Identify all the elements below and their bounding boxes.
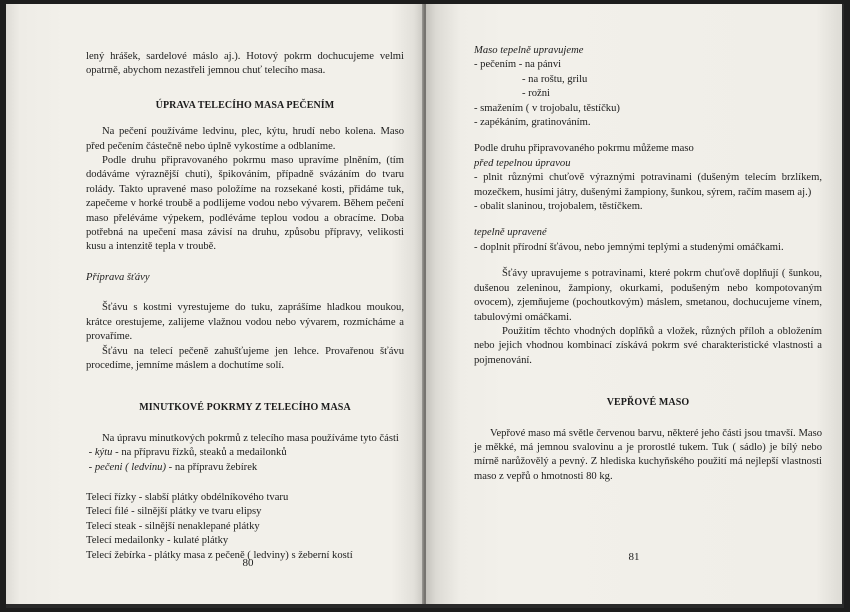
page-number-right: 81	[628, 551, 640, 563]
part-item: - pečeni ( ledvinu) - na přípravu žebírek	[86, 461, 258, 473]
stava-paragraph-2: Šťávu na telecí pečeně zahušťujeme jen lehce. Provařenou šťávu procedíme, jemníme máslem a dochutíme solí.	[86, 345, 404, 371]
tepelne-item: - doplnit přírodní šťávou, nebo jemnými teplými a studenými omáčkami.	[474, 241, 784, 253]
left-page	[6, 4, 424, 604]
subheading-priprava-stavy: Příprava šťávy	[86, 271, 150, 283]
heading-tepelne-upravene: tepelně upravené	[474, 227, 547, 239]
cut-item: Telecí steak - silnější nenaklepané plátky	[86, 520, 260, 532]
stavy-paragraph-1: Šťávy upravujeme s potravinami, které pokrm chuťově doplňují ( šunkou, dušenou zeleninou, žampiony, okurkami, podušeným nebo kompotovaným ovocem), zjemňujeme (pochoutkovým) máslem, smetanou, dochucujeme vínem, tabulovými omáčkami.	[474, 268, 822, 323]
method-item: - smažením ( v trojobalu, těstíčku)	[474, 102, 620, 114]
podle-druhu-line: Podle druhu připravovaného pokrmu můžeme maso	[474, 143, 694, 155]
part-desc: na přípravu žebírek	[174, 461, 258, 473]
section-heading-veprove: VEPŘOVÉ MASO	[606, 397, 690, 409]
left-page-text	[86, 50, 404, 563]
heading-maso-tepelne: Maso tepelně upravujeme	[474, 45, 584, 56]
method-item: - zapékáním, gratinováním.	[474, 117, 591, 129]
cut-item: Telecí žebírka - plátky masa z pečeně ( ledviny) s žeberní kostí	[86, 549, 353, 561]
section-heading-peceni: ÚPRAVA TELECÍHO MASA PEČENÍM	[155, 99, 335, 111]
method-item: - na roštu, grilu	[522, 73, 588, 85]
method-item: - pečením - na pánvi	[474, 59, 562, 71]
right-page	[426, 4, 842, 604]
peceni-paragraph-1: Na pečení používáme ledvinu, plec, kýtu, hrudí nebo kolena. Maso před pečením částečně nebo úplně vykostíme a odblaníme.	[86, 126, 404, 152]
method-item: - rožni	[522, 88, 550, 100]
part-item: - kýtu - na přípravu řízků, steaků a medailonků	[86, 447, 287, 459]
right-page-text	[474, 44, 822, 484]
veprove-paragraph: Vepřové maso má světle červenou barvu, některé jeho části jsou tmavší. Maso je měkké, má jemnou svalovinu a je prorostlé tukem. Tuk ( sádlo) je bílý nebo mírně narůžovělý a pevný. Z hlediska kuchyňského použití má nejlepší vlastnosti maso z vepřů o hmotnosti 80 kg.	[474, 427, 822, 482]
part-desc: na přípravu řízků, steaků a medailonků	[121, 447, 287, 459]
part-name: pečeni ( ledvinu)	[94, 461, 167, 473]
page-number-left: 80	[242, 557, 254, 569]
minutkove-intro: Na úpravu minutkových pokrmů z telecího masa používáme tyto části	[102, 432, 399, 444]
cut-item: Telecí řízky - slabší plátky obdélníkového tvaru	[86, 491, 289, 503]
stava-paragraph-1: Šťávu s kostmi vyrestujeme do tuku, zaprášíme hladkou moukou, krátce orestujeme, zalijeme vlažnou vodou nebo vývarem, rozmícháme a provaříme.	[86, 302, 404, 343]
peceni-paragraph-2: Podle druhu připravovaného pokrmu maso upravíme plněním, (tím dodáváme výraznější chuti), špikováním, případně svázáním do tvaru rolády. Takto upravené maso položíme na rozsekané kosti, přidáme tuk, zapečeme v horké troubě a podlijeme vodou nebo vývarem. Během pečení maso přeléváme výpekem, podléváme teplou vodou a obracíme. Doba potřebná na upečení masa závisí na druhu, způsobu přípravy, velikosti kusu a intenzitě tepla v troubě.	[86, 155, 404, 253]
pred-item: - obalit slaninou, trojobalem, těstíčkem.	[474, 201, 643, 213]
cut-item: Telecí medailonky - kulaté plátky	[86, 535, 229, 547]
stavy-paragraph-2: Použitím těchto vhodných doplňků a vložek, různých příloh a obložením nebo jejich vhodnou kombinací získává pokrm své charakteristické vlastnosti a pojmenování.	[474, 325, 822, 366]
pred-item: - plnit různými chuťově výraznými potravinami (dušeným telecím brzlíkem, mozečkem, husími játry, dušenými žampiony, šunkou, sýrem, račím masem aj.)	[474, 172, 822, 198]
cut-item: Telecí filé - silnější plátky ve tvaru elipsy	[86, 506, 262, 518]
open-book	[6, 4, 844, 608]
part-name: kýtu	[94, 447, 113, 459]
intro-paragraph: lený hrášek, sardelové máslo aj.). Hotový pokrm dochucujeme velmi opatrně, abychom nezastřeli jemnou chuť telecího masa.	[86, 51, 404, 77]
heading-pred-tepelnou: před tepelnou úpravou	[474, 157, 571, 169]
section-heading-minutkove: MINUTKOVÉ POKRMY Z TELECÍHO MASA	[139, 402, 351, 414]
